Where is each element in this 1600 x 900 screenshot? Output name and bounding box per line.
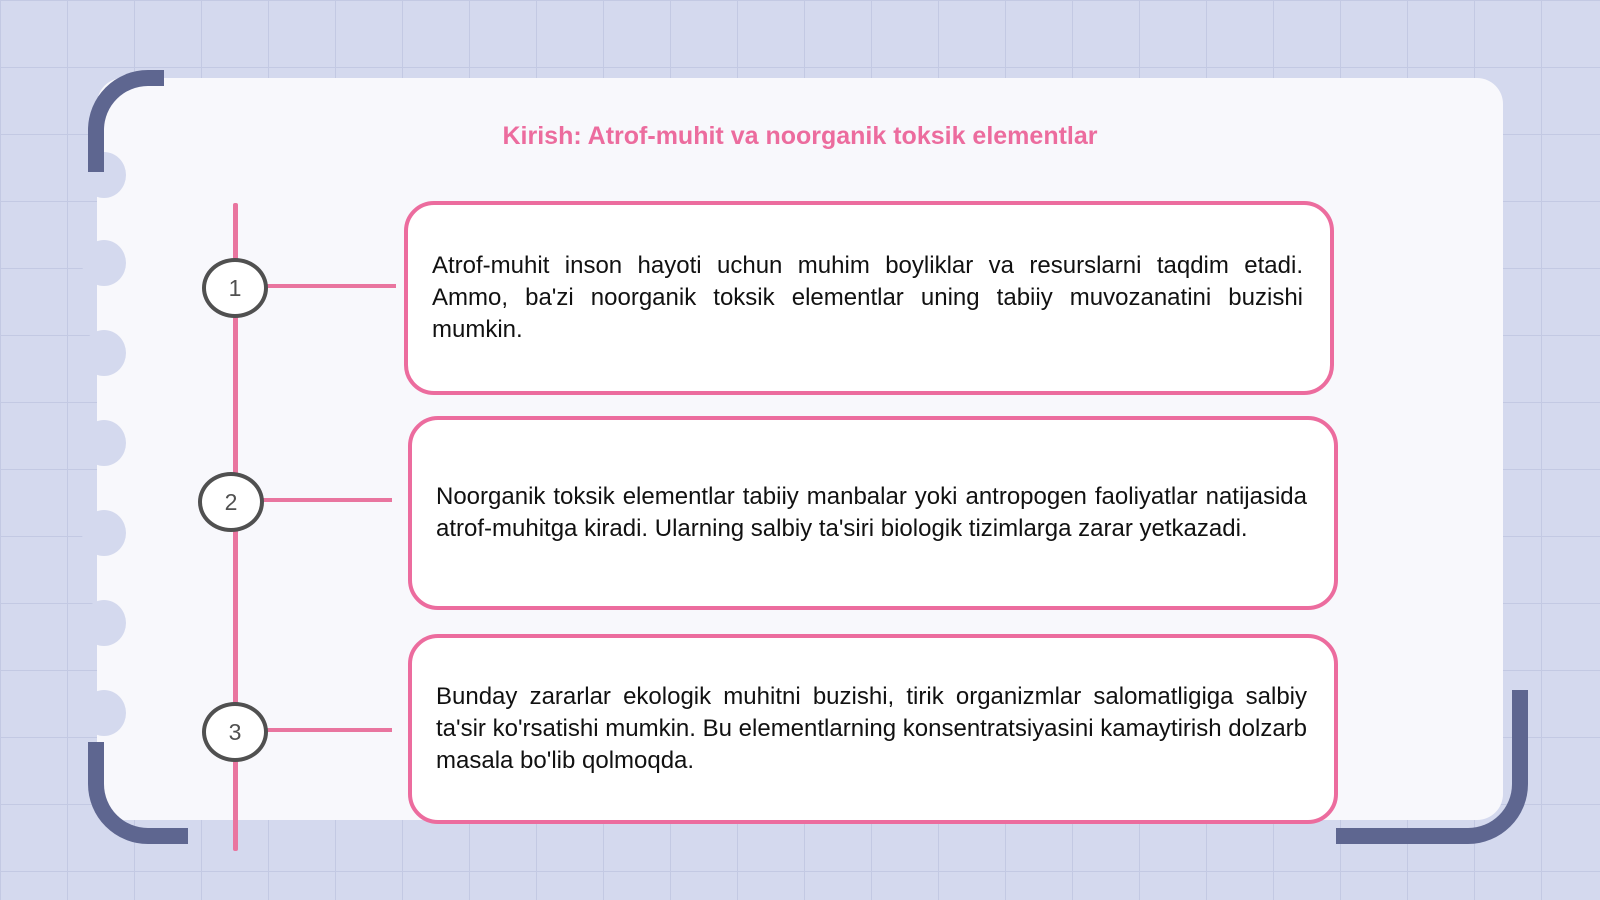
paper-notch xyxy=(82,420,126,466)
step-1-number-circle xyxy=(202,258,268,318)
step-1-text: Atrof-muhit inson hayoti uchun muhim boyliklar va resurslarni taqdim etadi. Ammo, ba'zi noorganik toksik elementlar uning tabiiy muvozanatini buzishi mumkin. xyxy=(432,252,1303,343)
step-3-number: 3 xyxy=(228,718,242,745)
frame-corner-bottom-left xyxy=(88,742,188,844)
step-2-connector xyxy=(262,498,392,502)
step-2-number-circle xyxy=(198,472,264,532)
step-2-text: Noorganik toksik elementlar tabiiy manbalar yoki antropogen faoliyatlar natijasida atrof-muhitga kiradi. Ularning salbiy ta'siri biologik tizimlarga zarar yetkazadi. xyxy=(436,483,1307,542)
step-2-number: 2 xyxy=(224,488,238,515)
paper-notch xyxy=(82,330,126,376)
frame-corner-bottom-right xyxy=(1336,690,1528,844)
step-3-number-circle xyxy=(202,702,268,762)
step-3-connector xyxy=(266,728,392,732)
slide-title: Kirish: Atrof-muhit va noorganik toksik elementlar xyxy=(502,122,1098,150)
step-2-card xyxy=(408,416,1338,610)
step-3-card xyxy=(408,634,1338,824)
frame-corner-top-left xyxy=(88,70,164,172)
paper-notch xyxy=(82,510,126,556)
step-3-text: Bunday zararlar ekologik muhitni buzishi, tirik organizmlar salomatligiga salbiy ta'sir ko'rsatishi mumkin. Bu elementlarning konsentratsiyasini kamaytirish dolzarb masala bo'lib qolmoqda. xyxy=(436,683,1307,774)
step-1-card xyxy=(404,201,1334,395)
step-1-number: 1 xyxy=(228,274,242,301)
paper-notch xyxy=(82,240,126,286)
paper-notch xyxy=(82,600,126,646)
step-1-connector xyxy=(266,284,396,288)
paper-notch xyxy=(82,690,126,736)
